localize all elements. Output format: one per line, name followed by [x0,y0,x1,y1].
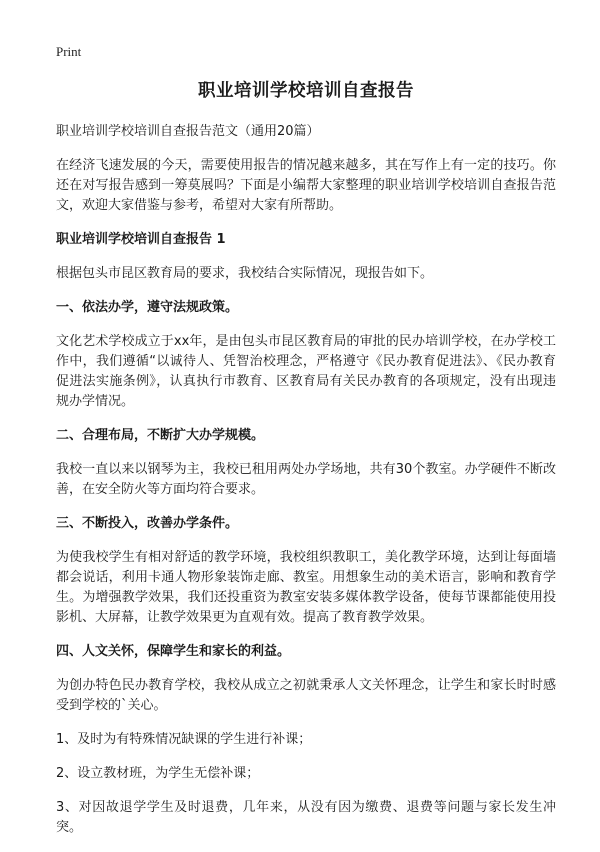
list-item: 2、设立教材班，为学生无偿补课； [56,766,260,781]
document-title: 职业培训学校培训自查报告 [198,81,414,101]
print-link[interactable]: Print [56,44,82,59]
list-item: 3、对因故退学学生及时退费，几年来，从没有因为缴费、退费等问题与家长发生冲突。 [56,800,556,835]
section-heading-1: 一、依法办学，遵守法规政策。 [56,300,239,315]
section-body-2: 我校一直以来以钢琴为主，我校已租用两处办学场地，共有30个教室。办学硬件不断改善，在安全防火等方面均符合要求。 [56,462,556,497]
section-body-4: 为创办特色民办教育学校，我校从成立之初就秉承人文关怀理念，让学生和家长时时感受到学校的`关心。 [56,678,556,713]
section-heading-2: 二、合理布局，不断扩大办学规模。 [56,428,265,443]
report-intro-paragraph: 根据包头市昆区教育局的要求，我校结合实际情况，现报告如下。 [56,266,434,281]
list-item: 1、及时为有特殊情况缺课的学生进行补课； [56,732,312,747]
document-page [56,78,556,852]
section-body-3: 为使我校学生有相对舒适的教学环境，我校组织教职工，美化教学环境，达到让每面墙都会说话，利用卡通人物形象装饰走廊、教室。用想象生动的美术语言，影响和教育学生。为增强教学效果，我们还投重资为教室安装多媒体教学设备，使每节课都能使用投影机、大屏幕，让教学效果更为直观有效。提高了教育教学效果。 [56,550,556,625]
section-heading-3: 三、不断投入，改善办学条件。 [56,516,239,531]
intro-paragraph: 在经济飞速发展的今天，需要使用报告的情况越来越多，其在写作上有一定的技巧。你还在对写报告感到一筹莫展吗？下面是小编帮大家整理的职业培训学校培训自查报告范文，欢迎大家借鉴与参考，希望对大家有所帮助。 [56,158,556,213]
section-body-1: 文化艺术学校成立于xx年，是由包头市昆区教育局的审批的民办培训学校，在办学校工作中，我们遵循“以诚待人、凭智治校理念，严格遵守《民办教育促进法》、《民办教育促进法实施条例》，认真执行市教育、区教育局有关民办教育的各项规定，没有出现违规办学情况。 [56,334,556,409]
report-heading: 职业培训学校培训自查报告 1 [56,232,226,247]
section-heading-4: 四、人文关怀，保障学生和家长的利益。 [56,644,291,659]
document-subtitle: 职业培训学校培训自查报告范文（通用20篇） [56,124,320,139]
